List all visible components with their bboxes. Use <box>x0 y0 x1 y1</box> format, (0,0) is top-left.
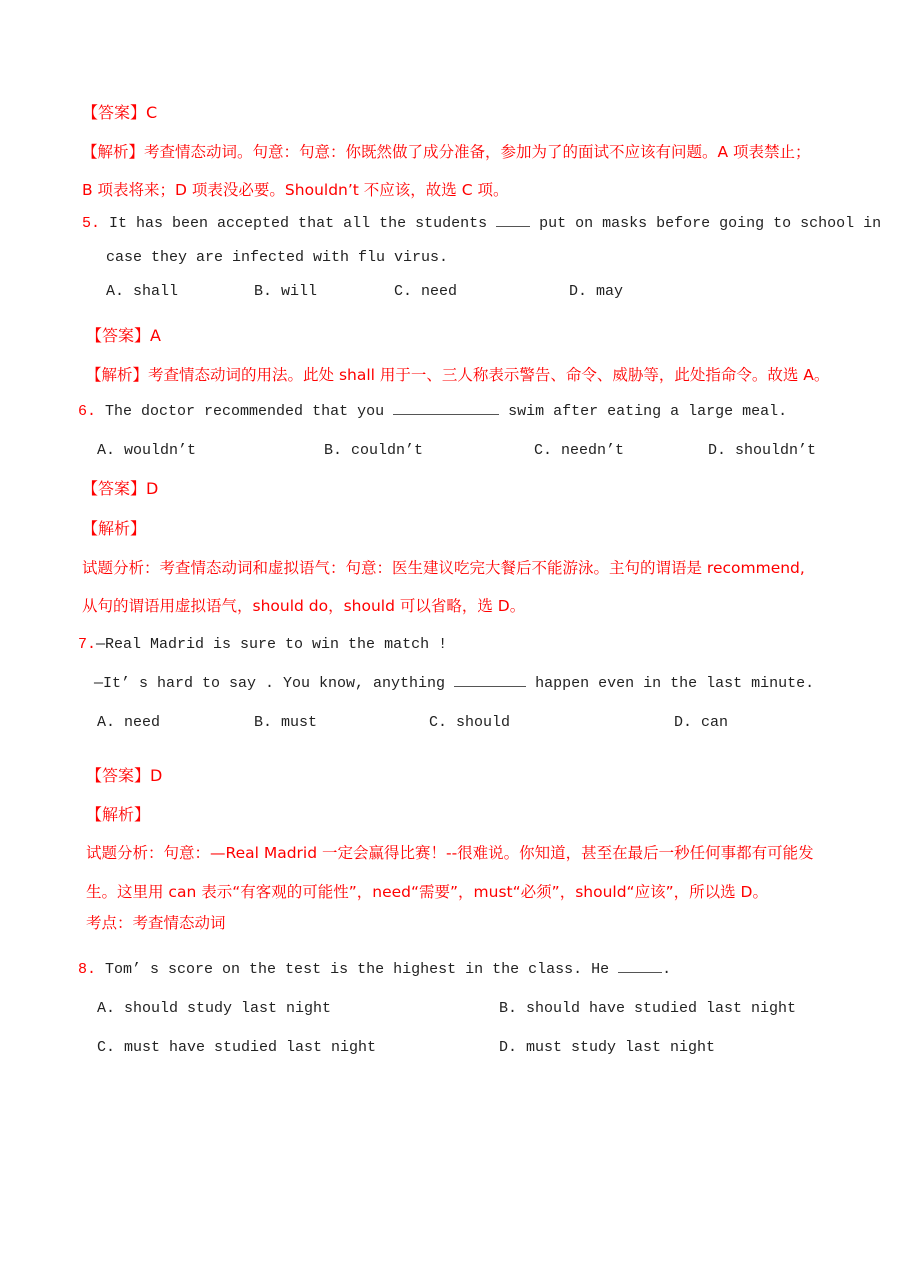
q7-option-d: D. can <box>674 714 729 731</box>
answer-label: 【答案】 <box>82 103 147 122</box>
q6-option-c: C. needn’t <box>534 442 625 459</box>
q8-option-d: D. must study last night <box>499 1039 716 1056</box>
q5-answer <box>86 323 161 346</box>
answer-blank <box>618 971 662 973</box>
stem-text: Tom’ s score on the test is the highest in the class. He <box>105 961 610 978</box>
stem-text: happen even in the last minute. <box>535 675 815 692</box>
q8-option-a: A. should study last night <box>97 1000 332 1017</box>
q6-option-a: A. wouldn’t <box>97 442 197 459</box>
q4-answer <box>82 100 157 123</box>
q7-analysis-line2: 生。这里用 can 表示“有客观的可能性”，need“需要”，must“必须”，should“应该”，所以选 D。 <box>86 883 768 901</box>
q6-option-b: B. couldn’t <box>324 442 424 459</box>
answer-blank <box>393 413 499 415</box>
q7-analysis-label: 【解析】 <box>86 805 151 824</box>
question-number: 8. <box>78 961 97 978</box>
q8-option-c: C. must have studied last night <box>97 1039 377 1056</box>
q8-stem <box>78 961 671 978</box>
q5-analysis <box>86 363 829 385</box>
answer-label: 【答案】 <box>86 766 151 785</box>
q4-analysis-line2: B 项表将来；D 项表没必要。Shouldn’t 不应该，故选 C 项。 <box>82 181 509 199</box>
q7-analysis-line1: 试题分析：句意：—Real Madrid 一定会赢得比赛！--很难说。你知道，甚至在最后一秒任何事都有可能发 <box>86 844 814 862</box>
q6-analysis-label: 【解析】 <box>82 519 147 538</box>
q7-stem-line2 <box>94 675 814 692</box>
answer-blank <box>496 225 530 227</box>
q6-answer <box>82 476 158 499</box>
stem-text: swim after eating a large meal. <box>508 403 788 420</box>
answer-value: D <box>150 766 163 785</box>
q8-option-b: B. should have studied last night <box>499 1000 797 1017</box>
stem-text: The doctor recommended that you <box>105 403 385 420</box>
analysis-text: 考查情态动词的用法。此处 shall 用于一、三人称表示警告、命令、威胁等，此处指命令。故选 A。 <box>148 366 830 384</box>
answer-value: A <box>150 326 161 345</box>
answer-label: 【答案】 <box>86 326 151 345</box>
stem-text: It has been accepted that all the students <box>109 215 488 232</box>
question-number: 6. <box>78 403 97 420</box>
q5-option-c: C. need <box>394 283 458 300</box>
q7-kaodian: 考点：考查情态动词 <box>86 914 226 932</box>
q5-stem-line1 <box>82 215 881 232</box>
answer-label: 【答案】 <box>82 479 147 498</box>
stem-text: put on masks before going to school in <box>539 215 882 232</box>
q7-option-c: C. should <box>429 714 511 731</box>
analysis-label: 【解析】 <box>86 366 149 384</box>
q6-option-d: D. shouldn’t <box>708 442 817 459</box>
q7-stem-line1 <box>78 636 447 653</box>
q5-option-a: A. shall <box>106 283 179 300</box>
stem-text: —It’ s hard to say . You know, anything <box>94 675 446 692</box>
answer-value: D <box>146 479 159 498</box>
q6-stem <box>78 403 787 420</box>
stem-text: —Real Madrid is sure to win the match ! <box>96 636 448 653</box>
q5-stem-line2: case they are infected with flu virus. <box>106 249 449 266</box>
stem-text: . <box>662 961 672 978</box>
question-number: 5. <box>82 215 101 232</box>
analysis-label: 【解析】 <box>82 143 145 161</box>
answer-blank <box>454 685 526 687</box>
q6-analysis-line2: 从句的谓语用虚拟语气，should do，should 可以省略，选 D。 <box>82 597 526 615</box>
q7-option-b: B. must <box>254 714 318 731</box>
analysis-text: 考查情态动词。句意：句意：你既然做了成分准备，参加为了的面试不应该有问题。A 项表禁止； <box>144 143 811 161</box>
q5-option-d: D. may <box>569 283 624 300</box>
answer-value: C <box>146 103 158 122</box>
q5-option-b: B. will <box>254 283 318 300</box>
q7-option-a: A. need <box>97 714 161 731</box>
question-number: 7. <box>78 636 97 653</box>
q4-analysis-line1 <box>82 140 811 162</box>
q7-answer <box>86 763 162 786</box>
q6-analysis-line1: 试题分析：考查情态动词和虚拟语气：句意：医生建议吃完大餐后不能游泳。主句的谓语是 recommend, <box>82 559 805 577</box>
